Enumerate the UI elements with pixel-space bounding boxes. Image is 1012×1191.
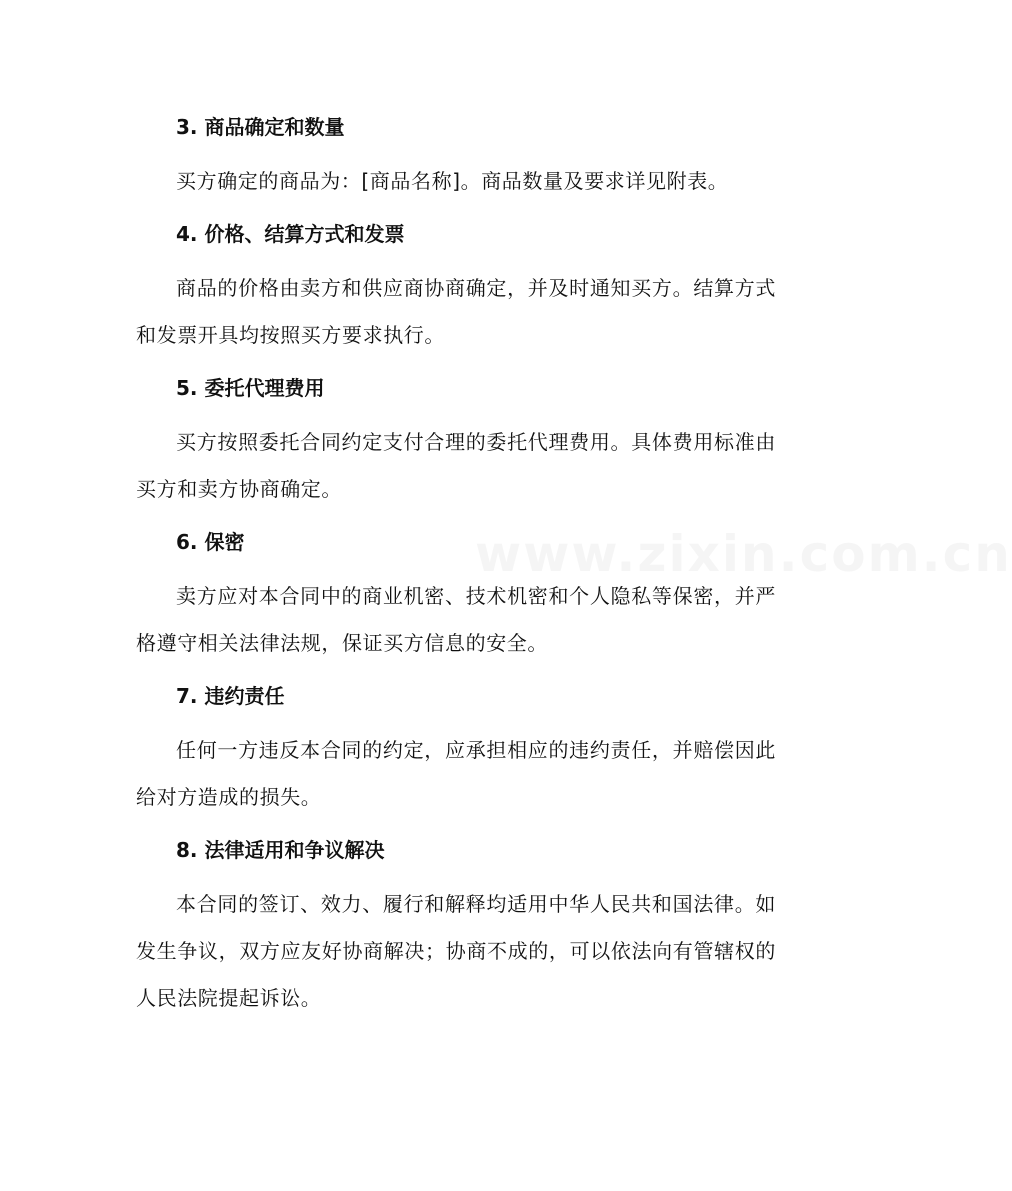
section-5 [136,369,776,513]
section-heading: 5. 委托代理费用 [176,376,325,400]
section-4 [136,215,776,359]
section-paragraph: 商品的价格由卖方和供应商协商确定，并及时通知买方。结算方式和发票开具均按照买方要求执行。 [136,276,776,347]
section-heading: 3. 商品确定和数量 [176,115,345,139]
section-heading: 4. 价格、结算方式和发票 [176,222,405,246]
section-paragraph: 买方确定的商品为：[商品名称]。商品数量及要求详见附表。 [176,169,729,193]
section-6 [136,523,776,667]
document-body [136,108,776,1032]
section-8 [136,831,776,1022]
section-heading: 7. 违约责任 [176,684,285,708]
section-paragraph: 买方按照委托合同约定支付合理的委托代理费用。具体费用标准由买方和卖方协商确定。 [136,430,776,501]
section-heading: 6. 保密 [176,530,245,554]
watermark: www.zixin.com.cn [475,525,1012,583]
section-7 [136,677,776,821]
section-3 [136,108,776,205]
section-paragraph: 卖方应对本合同中的商业机密、技术机密和个人隐私等保密，并严格遵守相关法律法规，保证买方信息的安全。 [136,584,776,655]
section-paragraph: 本合同的签订、效力、履行和解释均适用中华人民共和国法律。如发生争议，双方应友好协商解决；协商不成的，可以依法向有管辖权的人民法院提起诉讼。 [136,892,776,1010]
section-heading: 8. 法律适用和争议解决 [176,838,385,862]
section-paragraph: 任何一方违反本合同的约定，应承担相应的违约责任，并赔偿因此给对方造成的损失。 [136,738,776,809]
